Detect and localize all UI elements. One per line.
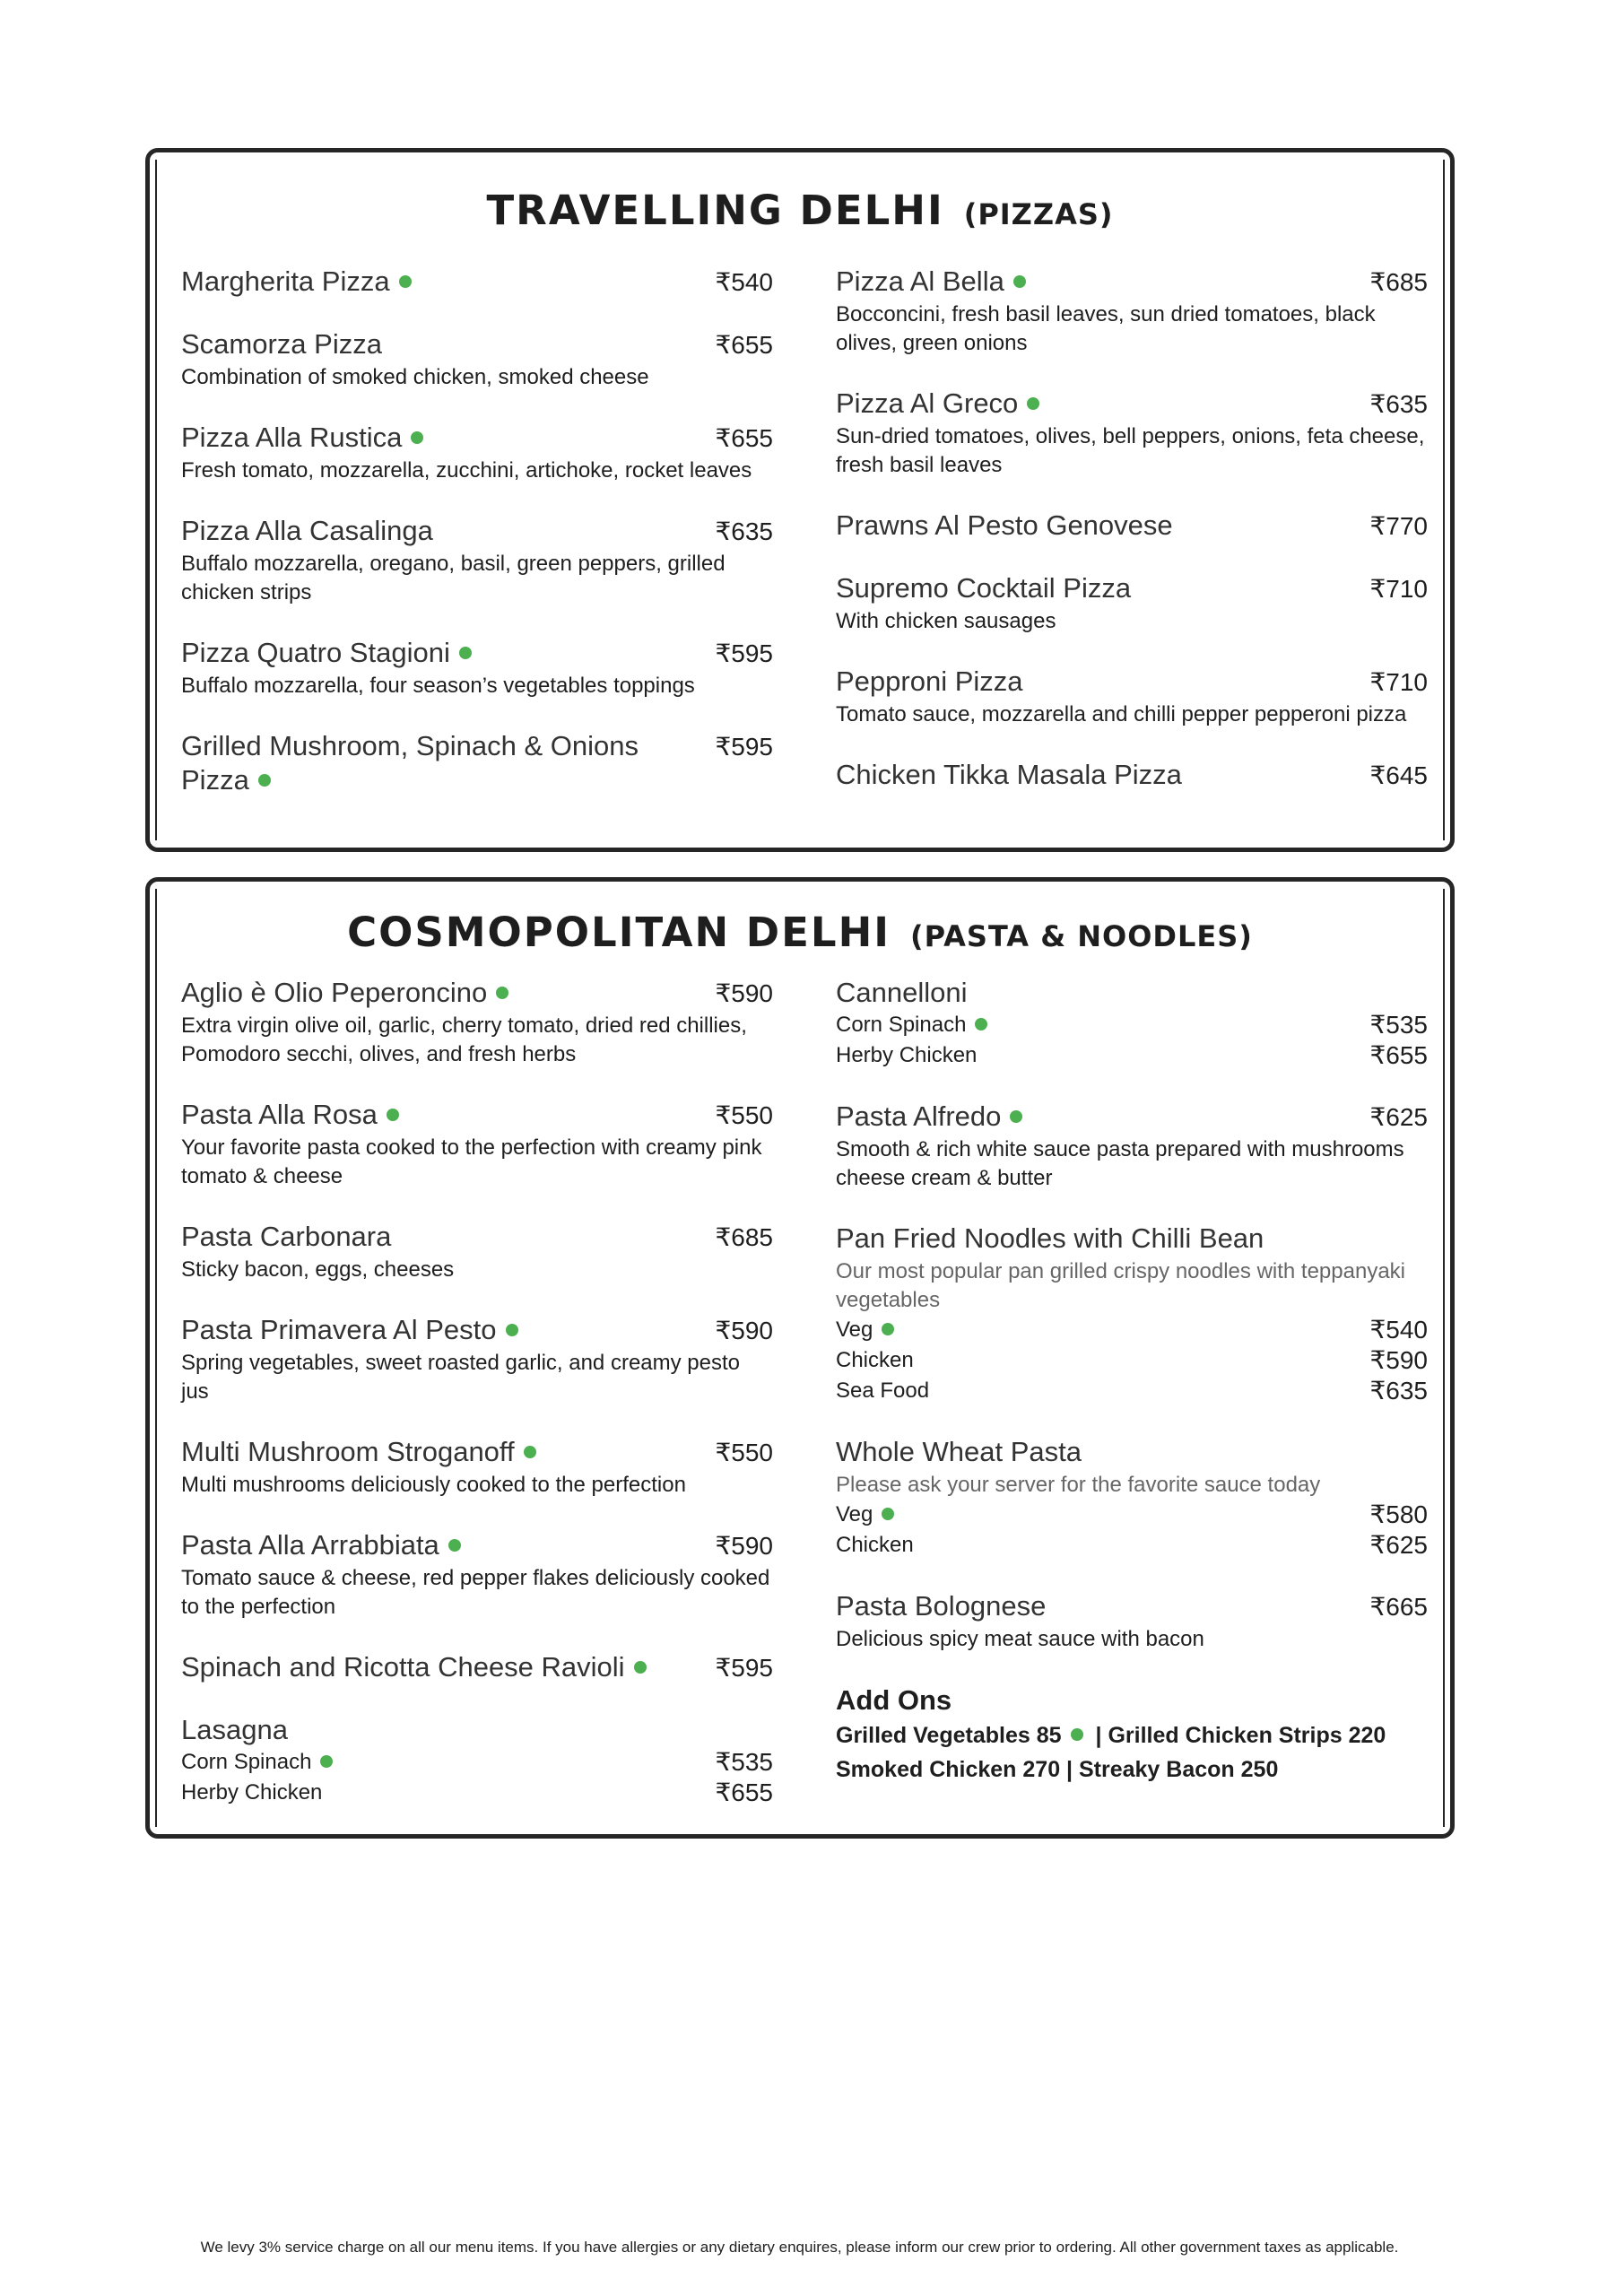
pizza-right-column — [836, 265, 1428, 821]
option-label: Corn Spinach — [836, 1013, 967, 1037]
option-row — [181, 1747, 773, 1778]
item-price: ₹590 — [715, 1532, 773, 1560]
option-label: Herby Chicken — [181, 1780, 323, 1805]
item-description: Tomato sauce & cheese, red pepper flakes deliciously cooked to the perfection — [181, 1566, 770, 1619]
option-row — [181, 1778, 773, 1808]
item-name: Prawns Al Pesto Genovese — [836, 509, 1173, 541]
veg-indicator-icon — [882, 1508, 894, 1520]
option-label: Veg — [836, 1318, 873, 1342]
menu-item-pasta-alla-arrabbiata — [181, 1528, 773, 1622]
veg-indicator-icon — [399, 275, 412, 288]
item-description: Combination of smoked chicken, smoked cheese — [181, 365, 649, 389]
item-name: Pizza Quatro Stagioni — [181, 637, 450, 668]
option-price: ₹655 — [715, 1779, 773, 1806]
item-description: Tomato sauce, mozzarella and chilli pepper pepperoni pizza — [836, 702, 1407, 726]
veg-indicator-icon — [411, 431, 423, 444]
menu-item-cannelloni: Cannelloni Corn Spinach ₹535 Herby Chicken ₹655 — [836, 977, 1428, 1069]
veg-indicator-icon — [1010, 1110, 1022, 1123]
footer-note: We levy 3% service charge on all our menu items. If you have allergies or any dietary enquires, please inform our crew prior to ordering. All other government taxes as applicable. — [200, 2239, 1399, 2256]
option-row — [836, 1530, 1428, 1561]
option-row — [836, 1010, 1428, 1040]
menu-item-pizza-alla-casalinga — [181, 514, 773, 607]
menu-item-margherita-pizza — [181, 265, 773, 299]
veg-indicator-icon — [459, 647, 472, 659]
veg-indicator-icon — [524, 1446, 536, 1458]
menu-item-scamorza-pizza — [181, 327, 773, 392]
option-label: Chicken — [836, 1348, 914, 1372]
add-ons — [836, 1683, 1428, 1787]
add-ons-line-1: Grilled Vegetables 85 | Grilled Chicken Strips 220 — [836, 1723, 1386, 1748]
pasta-section — [145, 877, 1455, 1839]
pasta-left-column — [181, 976, 773, 1837]
menu-item-pizza-al-bella — [836, 265, 1428, 358]
veg-indicator-icon — [320, 1755, 333, 1768]
menu-item-lasagna: Lasagna Corn Spinach ₹535 Herby Chicken ₹655 — [181, 1714, 773, 1806]
item-price: ₹710 — [1369, 668, 1428, 696]
add-ons-title: Add Ons — [836, 1684, 952, 1716]
option-price: ₹580 — [1369, 1500, 1428, 1528]
option-price: ₹590 — [1369, 1346, 1428, 1374]
menu-item-grilled-mushroom-spinach-onions-pizza — [181, 729, 773, 797]
item-description: Extra virgin olive oil, garlic, cherry tomato, dried red chillies, Pomodoro secchi, olives, and fresh herbs — [181, 1013, 747, 1066]
item-price: ₹550 — [715, 1439, 773, 1466]
item-price: ₹635 — [715, 517, 773, 545]
item-price: ₹645 — [1369, 761, 1428, 789]
menu-item-spinach-and-ricotta-cheese-ravioli — [181, 1650, 773, 1684]
item-name: Pizza Alla Casalinga — [181, 515, 433, 546]
add-ons-line-2: Smoked Chicken 270 | Streaky Bacon 250 — [836, 1757, 1279, 1782]
item-name: Chicken Tikka Masala Pizza — [836, 759, 1182, 790]
item-price: ₹710 — [1369, 575, 1428, 603]
pizza-section — [145, 148, 1455, 852]
item-price: ₹590 — [715, 979, 773, 1007]
item-description: Spring vegetables, sweet roasted garlic, and creamy pesto jus — [181, 1351, 741, 1404]
menu-item-pasta-carbonara — [181, 1220, 773, 1284]
item-description: Bocconcini, fresh basil leaves, sun dried tomatoes, black olives, green onions — [836, 302, 1376, 355]
option-label: Veg — [836, 1502, 873, 1526]
option-price: ₹635 — [1369, 1377, 1428, 1405]
item-description: Your favorite pasta cooked to the perfection with creamy pink tomato & cheese — [181, 1135, 762, 1188]
option-price: ₹540 — [1369, 1316, 1428, 1344]
item-name: Pizza Al Greco — [836, 387, 1019, 419]
option-row — [836, 1315, 1428, 1345]
menu-item-pizza-alla-rustica — [181, 421, 773, 485]
veg-indicator-icon — [496, 987, 508, 999]
veg-indicator-icon — [387, 1109, 399, 1121]
item-price: ₹635 — [1369, 390, 1428, 418]
item-description: Buffalo mozzarella, four season’s vegetables toppings — [181, 674, 695, 698]
option-price: ₹535 — [715, 1748, 773, 1776]
option-price: ₹535 — [1369, 1011, 1428, 1039]
veg-indicator-icon — [1027, 397, 1039, 410]
item-price: ₹685 — [715, 1223, 773, 1251]
menu-item-whole-wheat-pasta: Whole Wheat Pasta Please ask your server for the favorite sauce today Veg ₹580 Chicken ₹625 — [836, 1436, 1428, 1559]
item-name: Pasta Alla Rosa — [181, 1099, 378, 1130]
veg-indicator-icon — [448, 1539, 461, 1552]
item-description: Fresh tomato, mozzarella, zucchini, artichoke, rocket leaves — [181, 458, 752, 483]
item-price: ₹685 — [1369, 268, 1428, 296]
item-description: Multi mushrooms deliciously cooked to the perfection — [181, 1473, 686, 1497]
item-name: Pasta Carbonara — [181, 1221, 392, 1252]
item-name: Pizza Alla Rustica — [181, 422, 403, 453]
menu-item-chicken-tikka-masala-pizza — [836, 758, 1428, 792]
veg-indicator-icon — [634, 1661, 647, 1674]
option-row — [836, 1376, 1428, 1406]
item-price: ₹590 — [715, 1317, 773, 1344]
item-price: ₹655 — [715, 424, 773, 452]
item-price: ₹550 — [715, 1101, 773, 1129]
item-name: Spinach and Ricotta Cheese Ravioli — [181, 1651, 625, 1683]
option-label: Herby Chicken — [836, 1043, 978, 1067]
menu-item-pasta-bolognese: Pasta Bolognese ₹665 Delicious spicy meat sauce with bacon — [836, 1590, 1428, 1651]
item-price: ₹595 — [715, 1654, 773, 1682]
item-name: Pizza Al Bella — [836, 265, 1004, 297]
item-name: Aglio è Olio Peperoncino — [181, 977, 488, 1008]
item-description: Sun-dried tomatoes, olives, bell peppers, onions, feta cheese, fresh basil leaves — [836, 424, 1425, 477]
option-row — [836, 1500, 1428, 1530]
menu-item-pizza-al-greco — [836, 387, 1428, 480]
option-row — [836, 1040, 1428, 1071]
menu-item-pasta-alla-rosa — [181, 1098, 773, 1191]
option-label: Corn Spinach — [181, 1750, 312, 1774]
option-label: Sea Food — [836, 1378, 930, 1403]
item-description: Sticky bacon, eggs, cheeses — [181, 1257, 455, 1282]
option-price: ₹655 — [1369, 1041, 1428, 1069]
item-name: Scamorza Pizza — [181, 328, 382, 360]
option-price: ₹625 — [1369, 1531, 1428, 1559]
veg-indicator-icon — [1071, 1728, 1083, 1741]
item-description: Buffalo mozzarella, oregano, basil, green peppers, grilled chicken strips — [181, 552, 726, 604]
item-price: ₹595 — [715, 733, 773, 761]
item-name: Margherita Pizza — [181, 265, 390, 297]
option-row — [836, 1345, 1428, 1376]
item-name: Pasta Primavera Al Pesto — [181, 1314, 497, 1345]
pasta-right-column — [836, 976, 1428, 1815]
menu-item-prawns-al-pesto-genovese — [836, 509, 1428, 543]
menu-item-pan-fried-noodles: Pan Fried Noodles with Chilli Bean Our most popular pan grilled crispy noodles with teppanyaki vegetables Veg ₹540 Chicken ₹590 Sea Food ₹635 — [836, 1222, 1428, 1405]
menu-item-multi-mushroom-stroganoff — [181, 1435, 773, 1500]
pizza-section-title: TRAVELLING DELHI (PIZZAS) — [486, 187, 1114, 234]
menu-item-supremo-cocktail-pizza — [836, 571, 1428, 636]
menu-item-pizza-quatro-stagioni — [181, 636, 773, 700]
item-price: ₹540 — [715, 268, 773, 296]
veg-indicator-icon — [882, 1323, 894, 1335]
item-name: Multi Mushroom Stroganoff — [181, 1436, 515, 1467]
item-name: Pepproni Pizza — [836, 665, 1023, 697]
item-price: ₹655 — [715, 331, 773, 359]
item-name: Supremo Cocktail Pizza — [836, 572, 1132, 604]
veg-indicator-icon — [506, 1324, 518, 1336]
item-name: Grilled Mushroom, Spinach & Onions Pizza — [181, 730, 639, 796]
item-price: ₹770 — [1369, 512, 1428, 540]
item-name: Pasta Alla Arrabbiata — [181, 1529, 439, 1561]
menu-item-aglio-olio-peperoncino — [181, 976, 773, 1069]
item-description: With chicken sausages — [836, 609, 1056, 633]
item-price: ₹595 — [715, 639, 773, 667]
pasta-section-title: COSMOPOLITAN DELHI (PASTA & NOODLES) — [347, 909, 1253, 956]
veg-indicator-icon — [258, 774, 271, 787]
menu-item-pepproni-pizza — [836, 665, 1428, 729]
pizza-left-column — [181, 265, 773, 826]
veg-indicator-icon — [975, 1018, 987, 1031]
menu-item-pasta-alfredo: Pasta Alfredo ₹625 Smooth & rich white sauce pasta prepared with mushrooms cheese cream & butter — [836, 1100, 1428, 1190]
menu-item-pasta-primavera-al-pesto — [181, 1313, 773, 1406]
option-label: Chicken — [836, 1533, 914, 1557]
veg-indicator-icon — [1013, 275, 1026, 288]
